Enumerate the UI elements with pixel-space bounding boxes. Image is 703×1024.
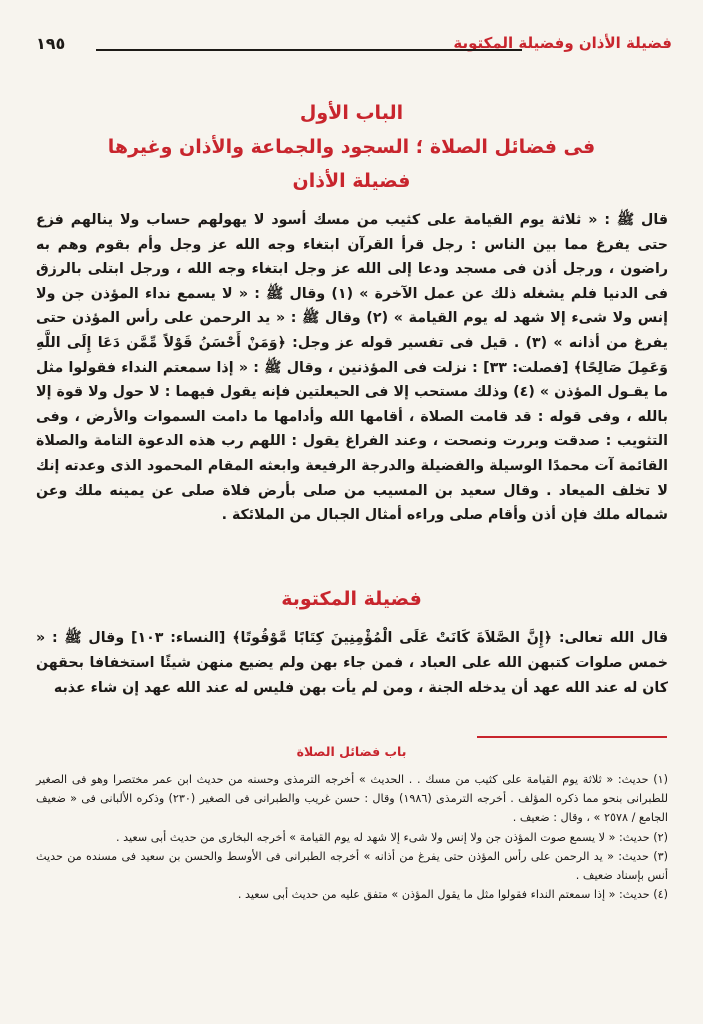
- chapter-title: الباب الأول: [299, 102, 404, 124]
- section-title-adhan: فضيلة الأذان: [292, 170, 411, 192]
- running-title: فضيلة الأذان وفضيلة المكتوبة: [453, 34, 672, 52]
- footnotes-title: باب فضائل الصلاة: [296, 744, 407, 759]
- chapter-headings: [0, 96, 703, 198]
- page-header: [36, 34, 672, 60]
- footnote-4: (٤) حديث: « إذا سمعتم النداء فقولوا مثل ما يقول المؤذن » متفق عليه من حديث أبى سعيد .: [237, 888, 668, 902]
- paragraph-maktuba: قال الله تعالى: ﴿إِنَّ الصَّلاَةَ كَانَتْ عَلَى الْمُؤْمِنِينَ كِتَابًا مَّوْقُوتًا﴾ [النساء: ١٠٣] وقال ﷺ : « خمس صلوات كتبهن الله على العباد ، فمن جاء بهن ولم يضيع منهن شيئًا استخفافا بحقهن كان له عند الله عهد أن يدخله الجنة ، ومن لم يأت بهن فليس له عند الله عهد إن شاء عذبه: [36, 630, 668, 696]
- paragraph-adhan: قال ﷺ : « ثلاثة يوم القيامة على كثيب من مسك أسود لا يهولهم حساب ولا ينالهم فزع حتى يفرغ مما بين الناس : رجل قرأ القرآن ابتغاء وجه الله عز وجل وأم بقوم وهم به راضون ، ورجل أذن فى مسجد ودعا إلى الله عز وجل ابتغاء وجه الله ، ورجل ابتلى بالرزق فى الدنيا فلم يشغله ذلك عن عمل الآخرة » (١) وقال ﷺ : « لا يسمع نداء المؤذن جن ولا إنس ولا شىء إلا شهد له يوم القيامة » (٢) وقال ﷺ : « يد الرحمن على رأس المؤذن حتى يفرغ من أذانه » (٣) . قيل فى تفسير قوله عز وجل: ﴿وَمَنْ أَحْسَنُ قَوْلاً مِّمَّن دَعَا إِلَى اللَّهِ وَعَمِلَ صَالِحًا﴾ [فصلت: ٣٣] : نزلت فى المؤذنين ، وقال ﷺ : « إذا سمعتم النداء فقولوا مثل ما يقـول المؤذن » (٤) وذلك مستحب إلا فى الحيعلتين فإنه يقول فيهما : لا حول ولا قوة إلا بالله ، وفى قوله : قد قامت الصلاة ، أقامها الله وأدامها ما دامت السموات والأرض ، وفى التثويب : صدقت وبررت ونصحت ، وعند الفراغ يقول : اللهم رب هذه الدعوة التامة والصلاة القائمة آت محمدًا الوسيلة والفضيلة والدرجة الرفيعة وابعثه المقام المحمود الذى وعدته إنك لا تخلف الميعاد . وقال سعيد بن المسيب من صلى بأرض فلاة صلى عن يمينه ملك وعن شماله ملك فإن أذن وأقام صلى وراءه أمثال الجبال من الملائكة .: [36, 212, 668, 524]
- section-title-maktuba: فضيلة المكتوبة: [281, 588, 422, 610]
- footnote-1: (١) حديث: « ثلاثة يوم القيامة على كثيب من مسك . . الحديث » أخرجه الترمذى وحسنه من حديث ابن عمر مختصرا وهو فى الصغير للطبرانى بنحو مما ذكره المؤلف . أخرجه الترمذى (١٩٨٦) وقال : حسن غريب والطبرانى فى الصغير (٢٣٠) وذكره الألبانى فى « ضعيف الجامع / ٢٥٧٨ » ، وقال : ضعيف .: [36, 773, 668, 825]
- page-number: ١٩٥: [36, 34, 66, 53]
- footnote-2: (٢) حديث: « لا يسمع صوت المؤذن جن ولا إنس ولا شىء إلا شهد له يوم القيامة » أخرجه البخارى من حديث أبى سعيد .: [116, 830, 668, 844]
- footnote-separator: [477, 736, 667, 738]
- main-text-adhan: [36, 208, 668, 528]
- footnotes: [36, 770, 668, 904]
- header-rule: [96, 49, 522, 51]
- chapter-subtitle: فى فضائل الصلاة ؛ السجود والجماعة والأذان وغيرها: [107, 136, 596, 158]
- main-text-maktuba: [36, 626, 668, 701]
- footnote-3: (٣) حديث: « يد الرحمن على رأس المؤذن حتى يفرغ من أذانه » أخرجه الطبرانى فى الأوسط والحسن بن سعيد فى مسنده من حديث أنس بإسناد ضعيف .: [36, 849, 668, 883]
